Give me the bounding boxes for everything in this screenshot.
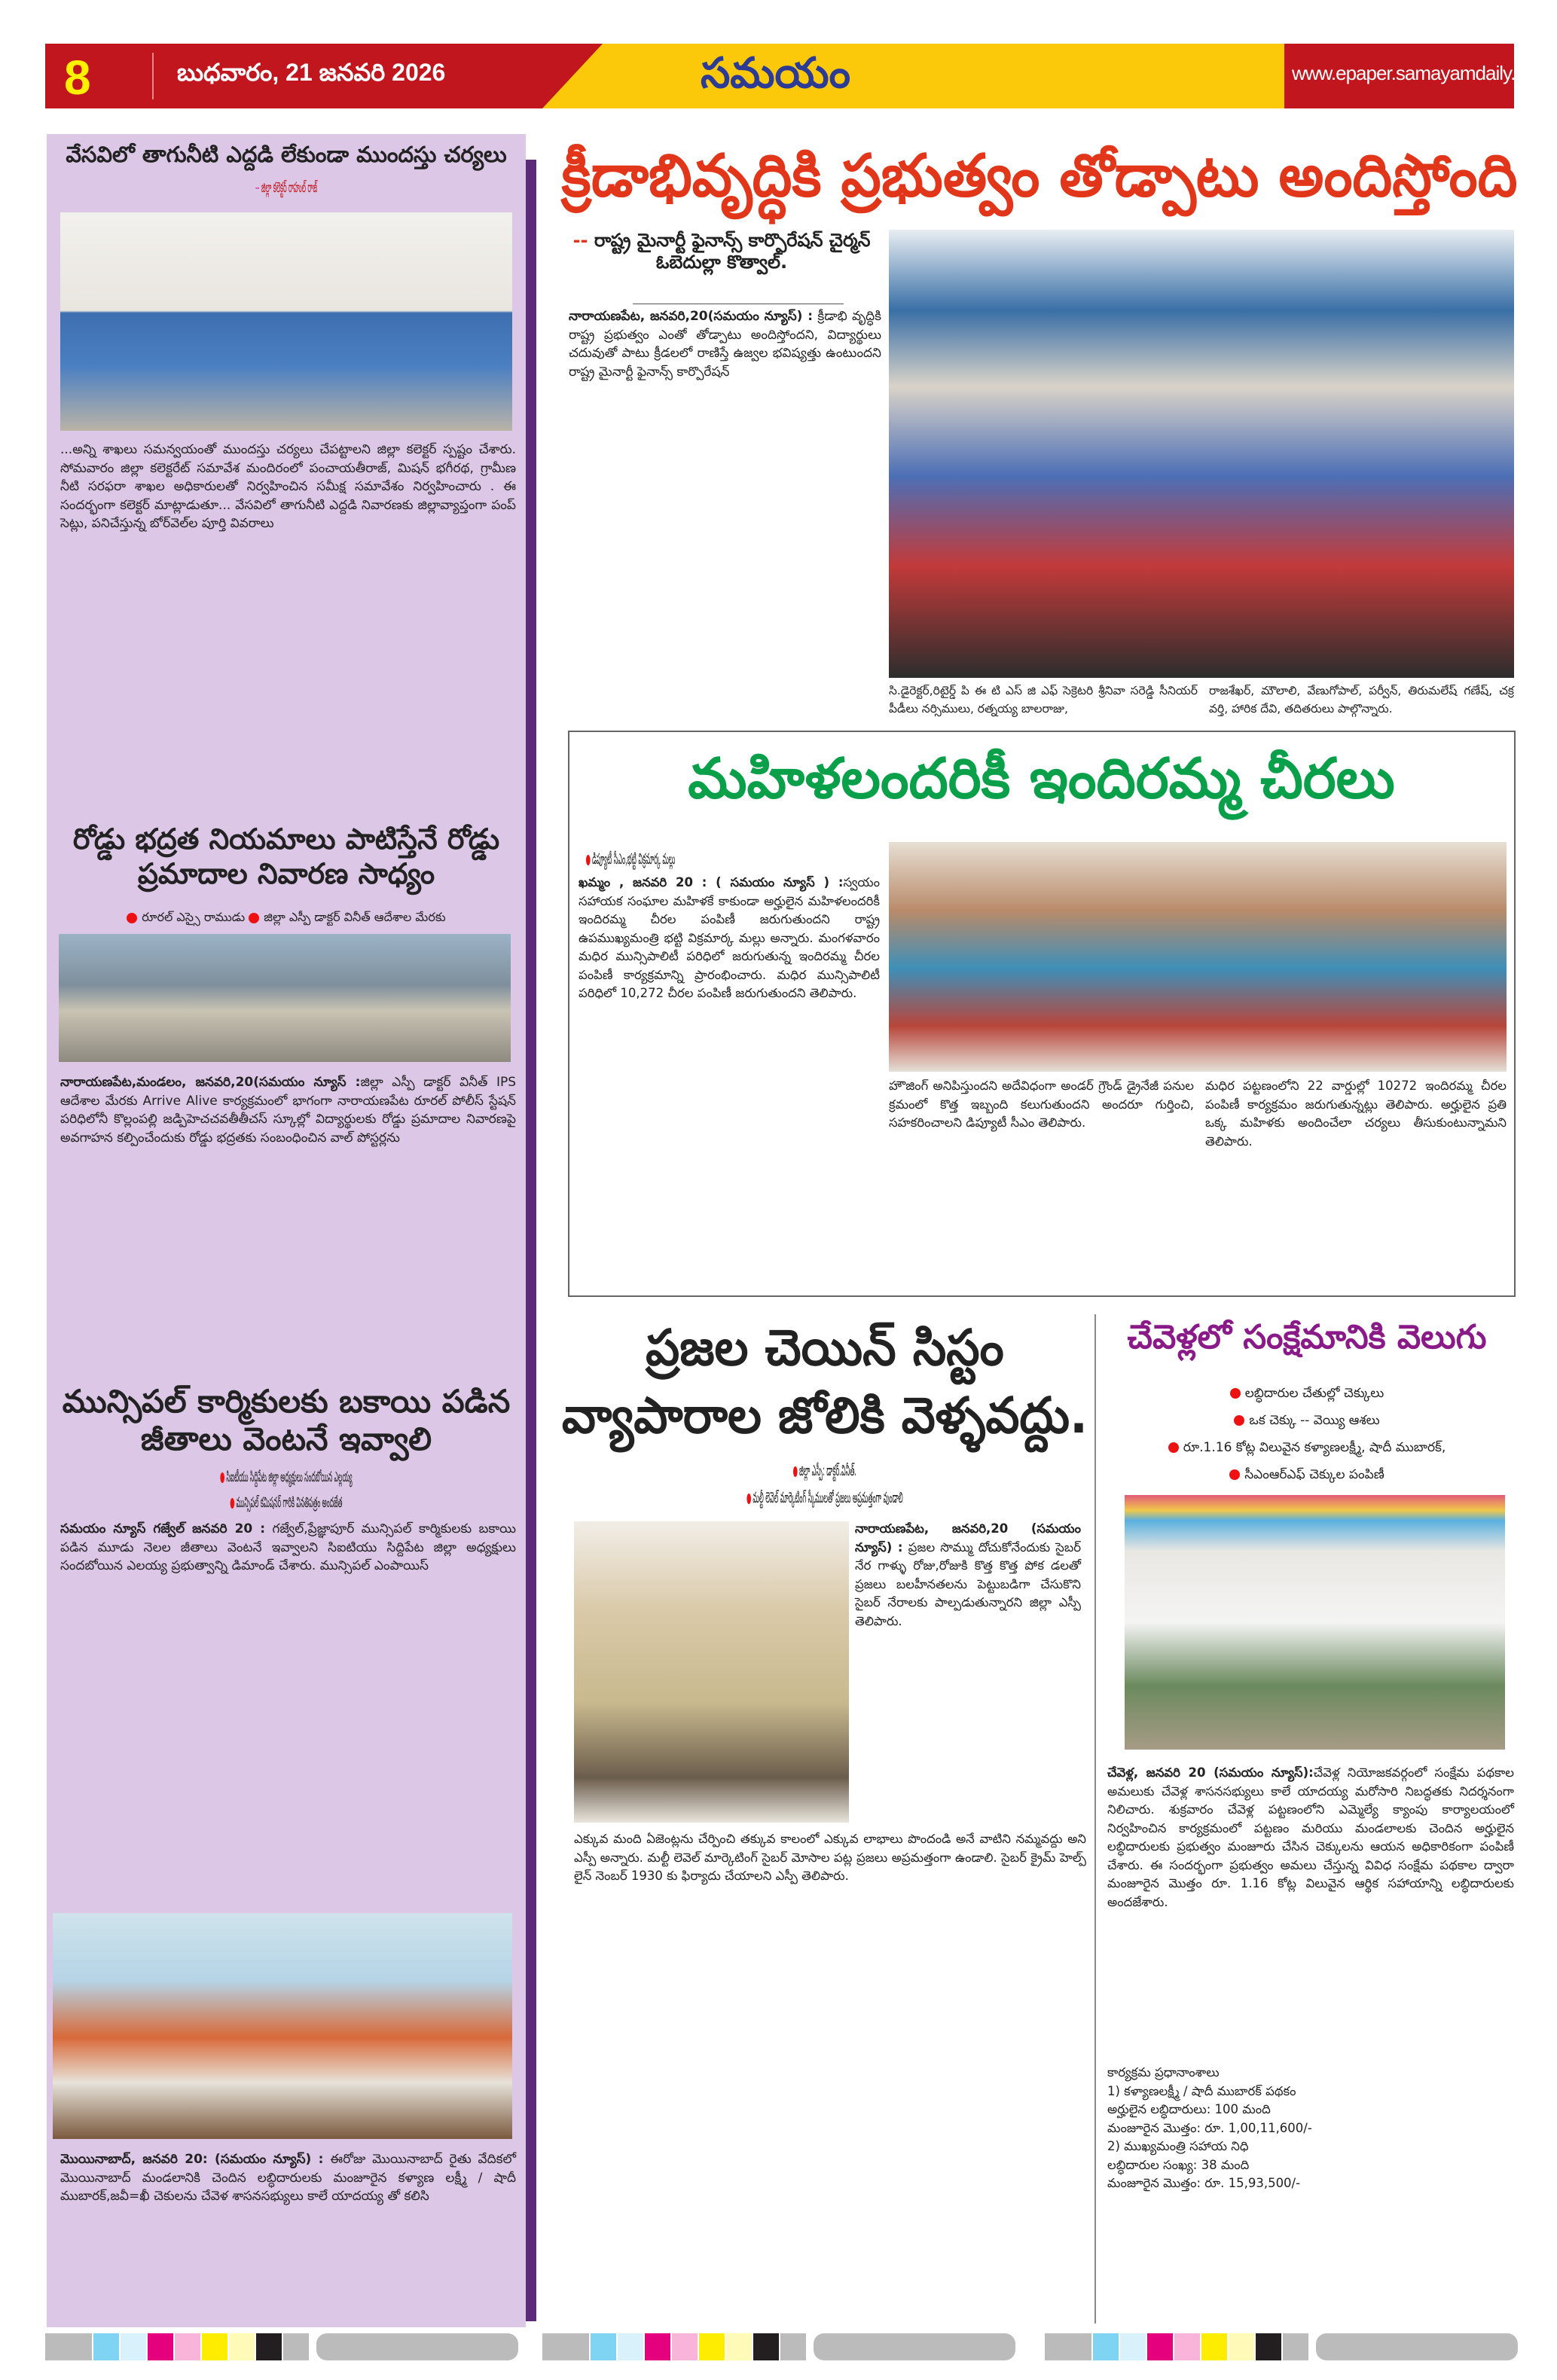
dateline: ఖమ్మం , జనవరి 20 : ( సమయం న్యూస్ ) : [579, 875, 844, 889]
article-body [60, 1520, 516, 1902]
color-swatch [1256, 2333, 1281, 2360]
article-bullet [561, 1488, 1088, 1510]
highlights-list [1107, 2064, 1514, 2320]
color-swatch [645, 2333, 670, 2360]
article-subhead [563, 230, 880, 273]
article-headline: చేవెళ్లలో సంక్షేమానికి వెలుగు [1127, 1318, 1487, 1356]
dateline: సమయం న్యూస్ గజ్వేల్ జనవరి 20 : [60, 1521, 266, 1536]
article-bullet [1100, 1467, 1514, 1485]
dateline: నారాయణపేట, జనవరి,20(సమయం న్యూస్) : [569, 309, 814, 324]
bullet-icon [1229, 1469, 1240, 1480]
bullet-icon [127, 913, 137, 923]
page-number: 8 [64, 50, 91, 105]
list-item: మంజూరైన మొత్తం: రూ. 15,93,500/- [1107, 2176, 1301, 2190]
bullet-icon [793, 1466, 798, 1477]
color-swatch [699, 2333, 725, 2360]
body-text: క్రీడాభి వృద్ధికి రాష్ట్ర ప్రభుత్వం ఎంతో తోడ్పాటు అందిస్తోందని, విద్యార్థులు చదువుతో పాటు క్రీడలలో రాణిస్తే ఉజ్వల భవిష్యత్తు ఉంటుందని రాష్ట్ర మైనార్టీ ఫైనాన్స్ కార్పొరేషన్ [569, 309, 882, 380]
article-bullet [1100, 1386, 1514, 1404]
article-byline [53, 179, 520, 200]
article-bullet [561, 1461, 1088, 1483]
article-headline: వేసవిలో తాగునీటి ఎద్దడి లేకుండా ముందస్తు చర్యలు [66, 142, 507, 167]
gray-tint-bar [1316, 2333, 1518, 2360]
bullet-text: ఒక చెక్కు -- వెయ్యి ఆశలు [1249, 1413, 1380, 1428]
body-text: ప్రజల సొమ్ము దోచుకోనేందుకు సైబర్ నేర గాళ్ళు రోజు,రోజుకి కొత్త కొత్త పోక డలతో ప్రజలు బలహీనతలను పెట్టుబడిగా చేసుకొని సైబర్ నేరాలకు పాల్పడుతున్నారని జిల్లా ఎస్పీ తెలిపారు. [855, 1539, 1081, 1628]
article-body [1107, 1764, 1514, 2058]
bullet-icon [249, 913, 259, 923]
article-body: మధిర పట్టణంలోని 22 వార్డుల్లో 10272 ఇందిరమ్మ చీరల పంపిణీ కార్యక్రమం జరుగుతున్నట్లు తెలిపారు. అర్హులైన ప్రతి ఒక్క మహిళకు అందించేలా చర్యలు తీసుకుంటున్నామని తెలిపారు. [1205, 1079, 1507, 1149]
gray-tint-bar [316, 2333, 518, 2360]
bullet-text: మున్సిపల్ కమిషనర్ గారికి వినతిపత్రం అందజేత [236, 1494, 343, 1511]
photo-road-safety [59, 934, 511, 1062]
color-swatch [45, 2333, 92, 2360]
article-body [855, 1520, 1081, 1825]
article-body [60, 1073, 516, 1367]
photo-trophy-ceremony [889, 230, 1514, 678]
color-swatch [121, 2333, 146, 2360]
article-bullet [1100, 1440, 1514, 1458]
subhead-text: రాష్ట్ర మైనార్టీ ఫైనాన్స్ కార్పొరేషన్ చైర్మన్ ఓబెదుల్లా కొత్వాల్. [594, 230, 871, 273]
color-swatch [1283, 2333, 1308, 2360]
article-body [60, 2150, 516, 2320]
article-headline: ప్రజల చెయిన్ సిస్టం వ్యాపారాల జోలికి వెళ్ళవద్దు. [561, 1319, 1088, 1445]
bullet-text: రూరల్ ఎస్సై రాముడు [142, 910, 246, 924]
color-swatch [1120, 2333, 1146, 2360]
divider [152, 53, 154, 99]
page-header [45, 44, 1540, 108]
header-yellow-band [542, 44, 1296, 108]
color-swatch [780, 2333, 806, 2360]
article-bullet [53, 1469, 520, 1489]
article-headline: మహిళలందరికీ ఇందిరమ్మ చీరలు [688, 746, 1395, 811]
article-bullet [586, 850, 884, 871]
color-swatch [591, 2333, 616, 2360]
bullet-icon [746, 1494, 751, 1504]
photo-collector-meeting [60, 212, 512, 431]
article-headline: క్రీడాభివృద్ధికి ప్రభుత్వం తోడ్పాటు అందిస్తోంది [561, 142, 1518, 210]
color-swatch [148, 2333, 173, 2360]
color-swatch [1147, 2333, 1173, 2360]
body-text: స్వయం సహాయక సంఘాల మహిళకే కాకుండా అర్హులైన మహిళలందరికీ ఇందిరమ్మ చీరల పంపిణీ జరుగుతుందని రాష్ట్ర ఉపముఖ్యమంత్రి భట్టి విక్రమార్క మల్లు అన్నారు. మంగళవారం మధిర మున్సిపాలిటీ పరిధిలో జరుగుతున్న ఇందిరమ్మ చీరల పంపిణీ కార్యక్రమాన్ని ప్రారంభించారు. మధిర మున్సిపాలిటీ పరిధిలో 10,272 చీరల పంపిణీ జరుగుతుందని తెలిపారు. [579, 875, 880, 1000]
article-body: ఎక్కువ మంది ఏజెంట్లను చేర్పించి తక్కువ కాలంలో ఎక్కువ లాభాలు పొందండి అనే వాటిని నమ్మవద్దు అని ఎస్పీ అన్నారు. మల్టీ లెవెల్ మార్కెటింగ్ సైబర్ మోసాల పట్ల ప్రజలు అప్రమత్తంగా ఉండాలి. సైబర్ క్రైమ్ హెల్ప్ లైన్ నెంబర్ 1930 కు ఫిర్యాదు చేయాలని ఎస్పీ తెలిపారు. [574, 1832, 1086, 1883]
color-swatch [1201, 2333, 1227, 2360]
color-swatch [93, 2333, 119, 2360]
photo-district-sp [574, 1521, 849, 1823]
color-swatch [1174, 2333, 1200, 2360]
bullet-icon [230, 1498, 235, 1509]
article-body [60, 441, 516, 810]
list-item: అర్హులైన లబ్ధిదారులు: 100 మంది [1107, 2102, 1271, 2116]
masthead-logo: సమయం [701, 49, 850, 96]
color-swatch [1229, 2333, 1254, 2360]
color-swatch [175, 2333, 200, 2360]
bullet-text: జిల్లా ఎస్పీ: డాక్టర్.వినీత్. [799, 1461, 856, 1479]
bullet-text: మల్టీ లెవెల్ మార్కెటింగ్ స్కీములతో ప్రజలు అప్రమత్తంగా వుండాలి [753, 1488, 903, 1506]
color-swatch [256, 2333, 282, 2360]
color-swatch [542, 2333, 589, 2360]
article-bullet [53, 1494, 520, 1515]
gray-tint-bar [814, 2333, 1015, 2360]
color-swatch [283, 2333, 309, 2360]
article-headline: మున్సిపల్ కార్మికులకు బకాయి పడిన జీతాలు వెంటనే ఇవ్వాలి [62, 1383, 511, 1458]
issue-date: బుధవారం, 21 జనవరి 2026 [177, 59, 446, 86]
bullet-icon [1230, 1388, 1241, 1399]
photo-cheque-distribution [53, 1913, 512, 2139]
bullet-text: సీఎంఆర్ఎఫ్ చెక్కుల పంపిణీ [1244, 1467, 1385, 1482]
color-swatch [618, 2333, 643, 2360]
color-swatch [1045, 2333, 1091, 2360]
list-item: 1) కళ్యాణలక్ష్మీ / షాదీ ముబారక్ పథకం [1107, 2083, 1296, 2098]
color-swatch [672, 2333, 698, 2360]
article-body: హౌజింగ్ అనిపిస్తుందని అదేవిధంగా అండర్ గ్రౌండ్ డ్రైనేజీ పనుల క్రమంలో కొత్త ఇబ్బంది కలుగుతుందని అందరూ గుర్తించి, సహకరించాలని డిప్యూటీ సీఎం తెలిపారు. [889, 1079, 1194, 1130]
article-bullets [53, 910, 520, 927]
article-headline: రోడ్డు భద్రత నియమాలు పాటిస్తేనే రోడ్డు ప్రమాదాల నివారణ సాధ్యం [72, 822, 500, 890]
article-body [569, 307, 881, 676]
dateline: నారాయణపేట,మండలం, జనవరి,20(సమయం న్యూస్ : [60, 1075, 361, 1090]
list-item: మంజూరైన మొత్తం: రూ. 1,00,11,600/- [1107, 2120, 1312, 2135]
color-swatch [202, 2333, 227, 2360]
body-text: ...అన్ని శాఖలు సమన్వయంతో ముందస్తు చర్యలు చేపట్టాలని జిల్లా కలెక్టర్ స్పష్టం చేశారు. సోమవారం జిల్లా కలెక్టరేట్ సమావేశ మందిరంలో పంచాయతీరాజ్, మిషన్ భగీరథ, గ్రామీణ నీటి సరఫరా శాఖల అధికారులతో నిర్వహించిన సమీక్ష సమావేశం నిర్వహించారు . ఈ సందర్భంగా కలెక్టర్ మాట్లాడుతూ... వేసవిలో తాగునీటి ఎద్దడి నివారణకు జిల్లావ్యాప్తంగా పంప్ సెట్లు, పనిచేస్తున్న బోర్‌వెల్‌ల పూర్తి వివరాలు [60, 442, 516, 531]
list-item: లబ్ధిదారుల సంఖ్య: 38 మంది [1107, 2157, 1250, 2172]
color-swatch [1093, 2333, 1119, 2360]
bullet-text: డిప్యూటీ సీఎం,భట్టి విక్రమార్క మల్లు [592, 850, 676, 868]
column-accent-bar [526, 160, 536, 2321]
body-text: జిల్లా ఎస్పీ డాక్టర్ వినీత్ IPS ఆదేశాల మేరకు Arrive Alive కార్యక్రమంలో భాగంగా నారాయణపేట రూరల్ పోలీస్ స్టేషన్ పరిధిలోనీ కొల్లంపల్లి జడ్పిహెచచవతీతీచస్ స్కూల్లో విద్యార్థులకు రోడ్డు ప్రమాదాల నివారణపై అవగాహన కల్పించేందుకు రోడ్డు భద్రతకు సంబంధించిన వాల్ పోస్టర్లను [60, 1075, 517, 1146]
bullet-text: లబ్ధిదారుల చేతుల్లో చెక్కులు [1244, 1386, 1385, 1401]
byline-text: జిల్లా కలెక్టర్ రాహుల్ రాజ్ [261, 179, 318, 196]
dateline: నారాయణపేట, జనవరి,20 (సమయం న్యూస్) : [855, 1521, 1081, 1555]
color-swatch [753, 2333, 779, 2360]
article-bullet [1100, 1413, 1514, 1431]
bullet-text: జిల్లా ఎస్పీ డాక్టర్ వినీత్ ఆదేశాల మేరకు [264, 910, 446, 924]
photo-caption: సి.డైరెక్టర్,రిటైర్డ్ పి ఈ టి ఎస్ జి ఎఫ్ సెక్రెటరి శ్రీనివా సరెడ్డి సీనియర్ పీడీలు నర్సిములు, రత్నయ్య బాలరాజు, [889, 684, 1198, 716]
bullet-text: సిఐటీయు సిద్దిపేట జిల్లా అధ్యక్షులు సందబోయిన ఎల్లయ్య [226, 1469, 353, 1485]
color-swatch [229, 2333, 255, 2360]
dateline: చేవెళ్ల, జనవరి 20 (సమయం న్యూస్): [1107, 1765, 1314, 1780]
photo-saree-distribution [889, 842, 1507, 1072]
bullet-icon [1168, 1442, 1179, 1453]
dash: -- [255, 179, 260, 196]
body-text: ఈరోజు మొయినాబాద్ రైతు వేదికలో మొయినాబాద్ మండలానికి చెందిన లబ్ధిదారులకు మంజూరైన కళ్యాణ లక్ష్మీ / షాదీ ముబారక్,జవీ=ఖీ చెకులను చేవెళ శాసనసభ్యులు కాలే యాదయ్య తో కలిసి [60, 2152, 517, 2204]
bullet-icon [1234, 1415, 1244, 1426]
body-text: చేవెళ్ల నియోజకవర్గంలో సంక్షేమ పథకాల అమలుకు చేవెళ్ల శాసనసభ్యులు కాలే యాదయ్య మరోసారి నిబద్ధతకు నిదర్శనంగా నిలిచారు. శుక్రవారం చేవెళ్ల పట్టణంలోని ఎమ్మెల్యే క్యాంపు కార్యాలయంలో నిర్వహించిన కార్యక్రమంలో పట్టణం మరియు మండలాలకు చెందిన అర్హులైన లబ్ధిదారులకు ప్రభుత్వం మంజూరు చేసిన చెక్కులను ఆయన అధికారికంగా పంపిణీ చేశారు. ఈ సందర్భంగా ప్రభుత్వం అమలు చేస్తున్న వివిధ సంక్షేమ పథకాల ద్వారా మంజూరైన మొత్తం రూ. 1.16 కోట్ల విలువైన ఆర్థిక సహాయాన్ని లబ్ధిదారులకు అందజేశారు. [1107, 1765, 1514, 1909]
dash: -- [572, 230, 588, 251]
bullet-icon [586, 855, 591, 865]
bullet-icon [220, 1472, 224, 1483]
photo-caption: రాజశేఖర్, మౌలాలి, వేణుగోపాల్, పర్వీన్, తిరుమలేష్ గణేష్, చక్ర వర్తి, హారిక దేవి, తదితరులు పాల్గొన్నారు. [1209, 684, 1514, 716]
dateline: మొయినాబాద్, జనవరి 20: (సమయం న్యూస్) : [60, 2152, 324, 2167]
list-item: కార్యక్రమ ప్రధానాంశాలు [1107, 2065, 1220, 2079]
photo-cheque-handover [1125, 1495, 1505, 1750]
list-item: 2) ముఖ్యమంత్రి సహాయ నిధి [1107, 2139, 1249, 2153]
column-divider [1094, 1314, 1096, 2324]
color-swatch [726, 2333, 752, 2360]
bullet-text: రూ.1.16 కోట్ల విలువైన కళ్యాణలక్ష్మీ, షాదీ ముబారక్, [1183, 1440, 1446, 1455]
body-text: గజ్వేల్,ప్రేజ్ఞాపూర్ మున్సిపల్ కార్మికులకు బకాయి పడిన మూడు నెలల జీతాలు వెంటనే ఇవ్వాలని సిఐటియు సిద్దిపేట జిల్లా అధ్యక్షులు సందబోయిన ఎలయ్య ప్రభుత్వాన్ని డిమాండ్ చేశారు. మున్సిపల్ ఎంపాయిస్ [60, 1521, 516, 1573]
epaper-url[interactable]: www.epaper.samayamdaily.net [1292, 62, 1540, 84]
article-body [579, 874, 880, 1069]
